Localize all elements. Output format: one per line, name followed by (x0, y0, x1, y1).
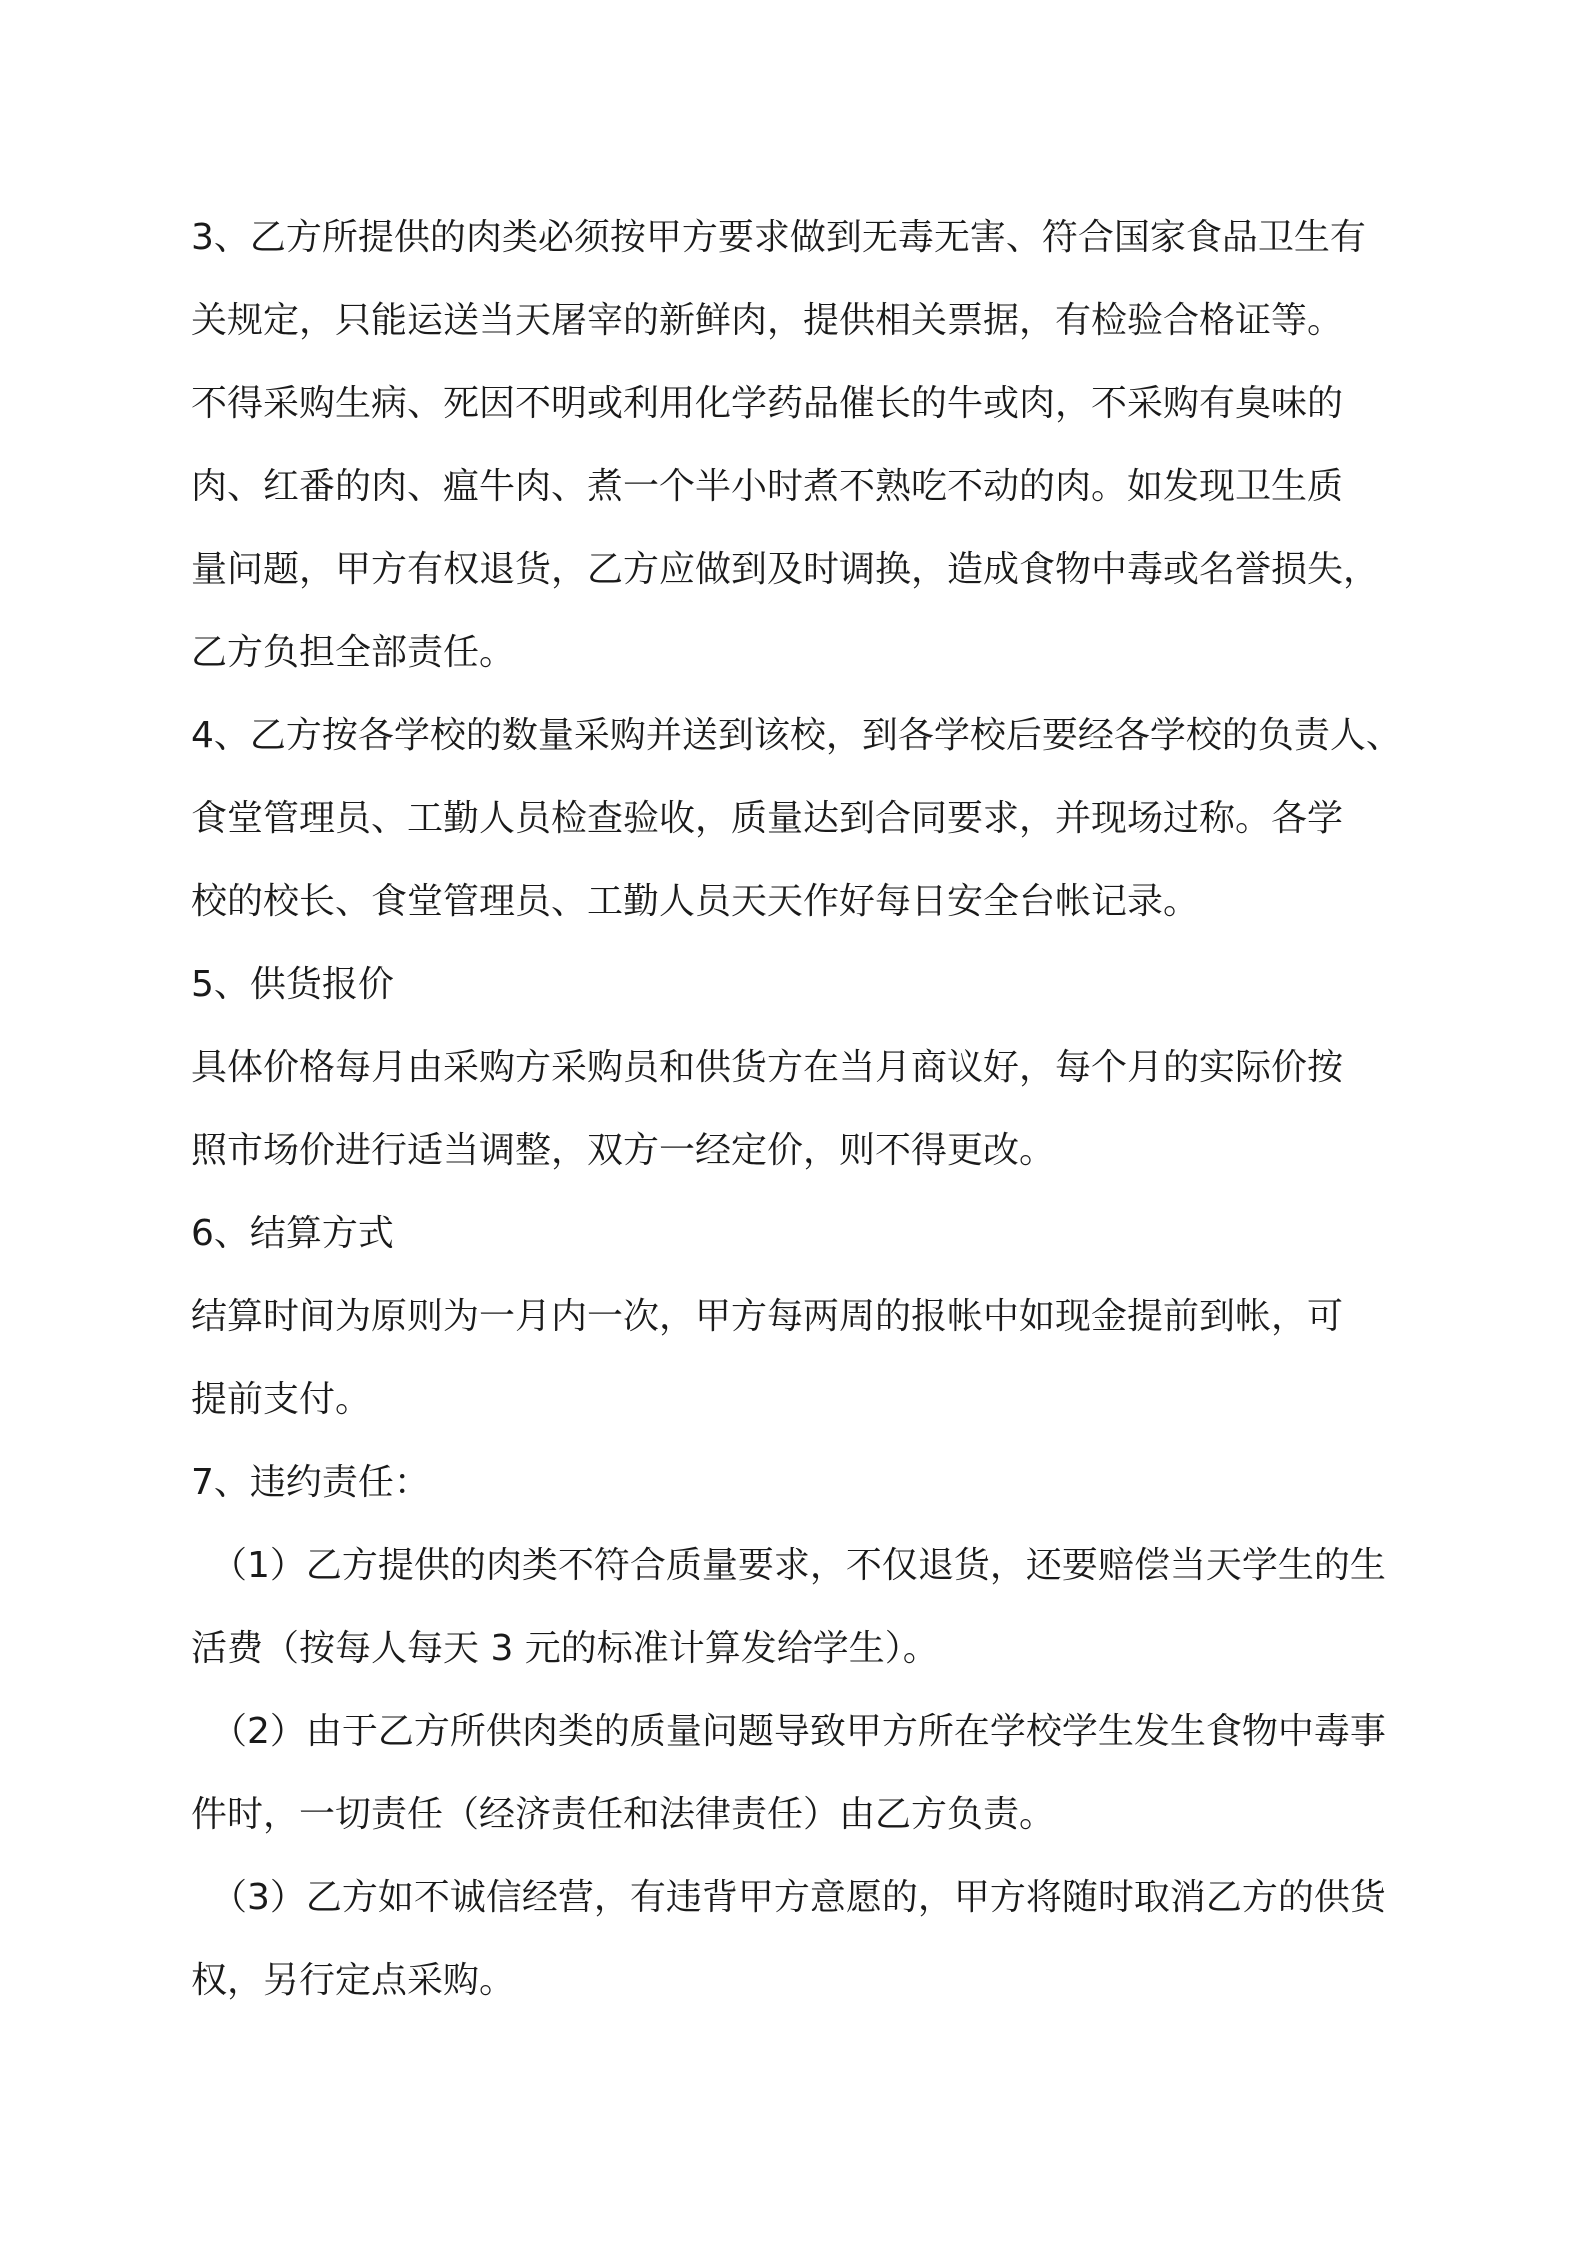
section-7-heading: 7、违约责任： (191, 1462, 430, 1503)
clause-3-line-4: 肉、红番的肉、瘟牛肉、煮一个半小时煮不熟吃不动的肉。如发现卫生质 (191, 466, 1344, 507)
clause-3-line-5: 量问题，甲方有权退货，乙方应做到及时调换，造成食物中毒或名誉损失， (191, 549, 1380, 590)
clause-4-line-2: 食堂管理员、工勤人员检查验收，质量达到合同要求，并现场过称。各学 (191, 798, 1344, 839)
clause-4-line-1: 4、乙方按各学校的数量采购并送到该校，到各学校后要经各学校的负责人、 (191, 715, 1402, 756)
section-6-line-1: 结算时间为原则为一月内一次，甲方每两周的报帐中如现金提前到帐，可 (191, 1296, 1344, 1337)
section-5-line-2: 照市场价进行适当调整，双方一经定价，则不得更改。 (191, 1130, 1056, 1171)
clause-3-line-6: 乙方负担全部责任。 (191, 632, 516, 673)
item-1-line-1: （1）乙方提供的肉类不符合质量要求，不仅退货，还要赔偿当天学生的生 (211, 1545, 1386, 1586)
document-body (191, 196, 1411, 2022)
item-1-line-2: 活费（按每人每天 3 元的标准计算发给学生）。 (191, 1628, 939, 1669)
item-3-line-1: （3）乙方如不诚信经营，有违背甲方意愿的，甲方将随时取消乙方的供货 (211, 1877, 1386, 1918)
clause-3-line-2: 关规定，只能运送当天屠宰的新鲜肉，提供相关票据，有检验合格证等。 (191, 300, 1344, 341)
clause-3-line-1: 3、乙方所提供的肉类必须按甲方要求做到无毒无害、符合国家食品卫生有 (191, 217, 1366, 258)
section-6-line-2: 提前支付。 (191, 1379, 372, 1420)
section-5-heading: 5、供货报价 (191, 964, 394, 1005)
section-5-line-1: 具体价格每月由采购方采购员和供货方在当月商议好，每个月的实际价按 (191, 1047, 1344, 1088)
item-3-line-2: 权，另行定点采购。 (191, 1960, 516, 2001)
item-2-line-1: （2）由于乙方所供肉类的质量问题导致甲方所在学校学生发生食物中毒事 (211, 1711, 1386, 1752)
item-2-line-2: 件时，一切责任（经济责任和法律责任）由乙方负责。 (191, 1794, 1056, 1835)
clause-3-line-3: 不得采购生病、死因不明或利用化学药品催长的牛或肉，不采购有臭味的 (191, 383, 1344, 424)
section-6-heading: 6、结算方式 (191, 1213, 394, 1254)
clause-4-line-3: 校的校长、食堂管理员、工勤人员天天作好每日安全台帐记录。 (191, 881, 1200, 922)
